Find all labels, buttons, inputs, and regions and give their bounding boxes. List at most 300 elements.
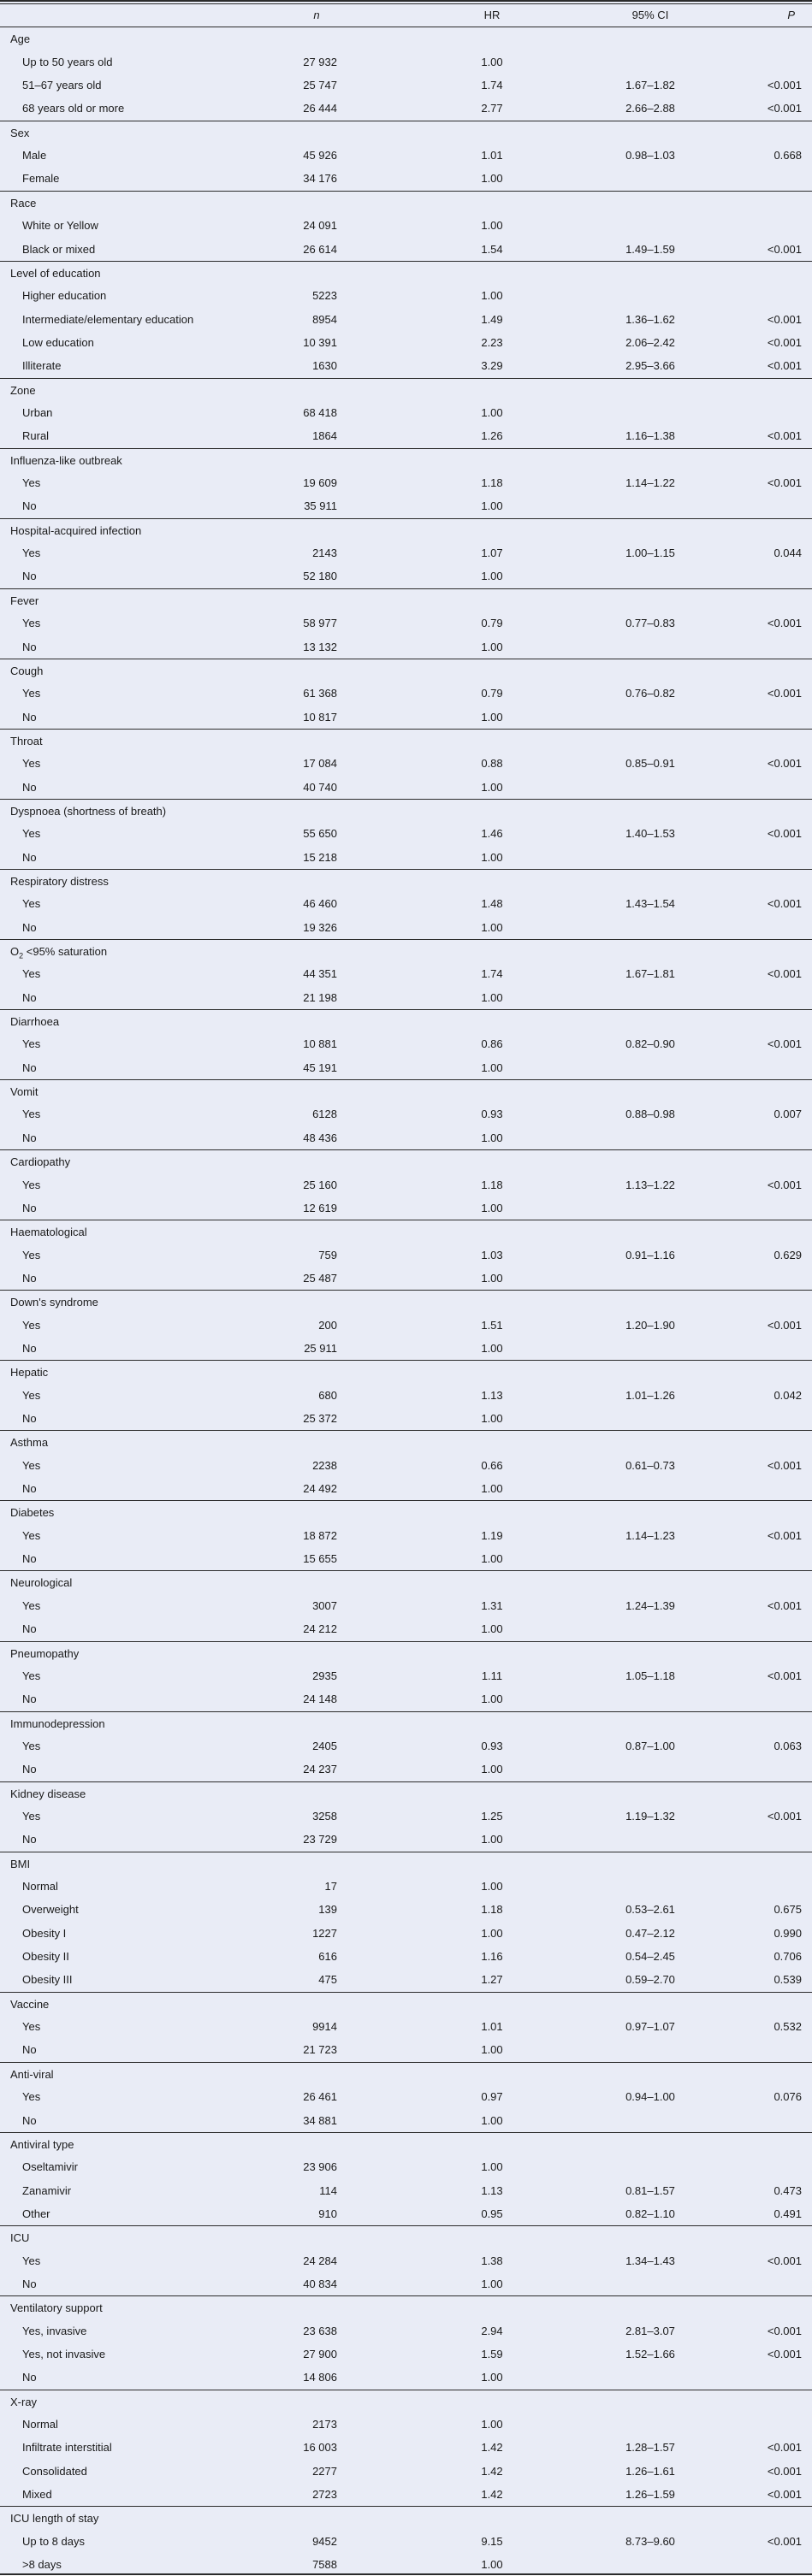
section-label: Fever: [10, 594, 39, 607]
row-label: Low education: [22, 335, 94, 349]
n-cell: 17 084: [303, 757, 337, 771]
section-label: Respiratory distress: [10, 875, 109, 888]
hr-cell: 1.00: [481, 499, 503, 513]
hr-cell: 1.00: [481, 780, 503, 794]
ci-cell: 0.82–1.10: [625, 2207, 675, 2220]
n-cell: 19 326: [303, 920, 337, 934]
hr-cell: 1.00: [481, 640, 503, 653]
ci-cell: 1.26–1.59: [625, 2488, 675, 2502]
hr-cell: 1.16: [481, 1950, 503, 1963]
section-label: Pneumopathy: [10, 1646, 80, 1660]
table-row: [0, 97, 812, 120]
row-label: Oseltamivir: [22, 2160, 79, 2174]
p-cell: <0.001: [767, 1598, 802, 1612]
ci-cell: 0.77–0.83: [625, 617, 675, 630]
row-label: Yes: [22, 827, 41, 841]
row-label: 68 years old or more: [22, 102, 125, 115]
n-cell: 48 436: [303, 1131, 337, 1144]
table-row: [0, 471, 812, 494]
table-row: [0, 2530, 812, 2553]
ci-cell: 2.95–3.66: [625, 359, 675, 373]
table-row: [0, 612, 812, 635]
header-ci: 95% CI: [631, 9, 669, 21]
hr-cell: 1.19: [481, 1528, 503, 1542]
table-row: [0, 916, 812, 939]
hr-cell: 1.31: [481, 1598, 503, 1612]
hr-cell: 0.79: [481, 687, 503, 700]
section-row: [0, 27, 812, 50]
n-cell: 24 091: [303, 219, 337, 233]
row-label: No: [22, 1833, 37, 1846]
section-row: [0, 1781, 812, 1805]
ci-cell: 0.94–1.00: [625, 2090, 675, 2104]
p-cell: <0.001: [767, 757, 802, 771]
hr-cell: 1.00: [481, 1880, 503, 1893]
row-label: Yes, invasive: [22, 2324, 87, 2337]
row-label: No: [22, 990, 37, 1004]
n-cell: 40 740: [303, 780, 337, 794]
hr-cell: 0.95: [481, 2207, 503, 2220]
hr-cell: 0.79: [481, 617, 503, 630]
table-row: [0, 1056, 812, 1079]
section-label: BMI: [10, 1857, 31, 1870]
table-row: [0, 1524, 812, 1547]
table-row: [0, 541, 812, 564]
section-label: Haematological: [10, 1226, 87, 1239]
section-label: Asthma: [10, 1436, 49, 1450]
p-cell: <0.001: [767, 242, 802, 256]
p-cell: 0.076: [773, 2090, 802, 2104]
row-label: Yes: [22, 967, 41, 981]
section-row: [0, 2225, 812, 2249]
hr-cell: 1.00: [481, 289, 503, 303]
hr-cell: 1.18: [481, 476, 503, 489]
table-row: [0, 74, 812, 97]
section-row: [0, 261, 812, 285]
table-row: [0, 2038, 812, 2061]
table-row: [0, 494, 812, 517]
row-label: Yes: [22, 1598, 41, 1612]
hr-cell: 1.25: [481, 1809, 503, 1823]
row-label: Obesity III: [22, 1973, 73, 1987]
section-label: Ventilatory support: [10, 2301, 103, 2315]
ci-cell: 0.53–2.61: [625, 1903, 675, 1917]
table-row: [0, 1384, 812, 1407]
hr-cell: 1.00: [481, 570, 503, 583]
p-cell: <0.001: [767, 2488, 802, 2502]
n-cell: 55 650: [303, 827, 337, 841]
hr-cell: 1.74: [481, 967, 503, 981]
section-row: [0, 1992, 812, 2016]
ci-cell: 1.05–1.18: [625, 1669, 675, 1682]
n-cell: 8954: [312, 312, 337, 326]
section-row: [0, 1711, 812, 1735]
ci-cell: 0.88–0.98: [625, 1108, 675, 1121]
hr-cell: 1.42: [481, 2441, 503, 2455]
p-cell: <0.001: [767, 2534, 802, 2548]
table-row: [0, 401, 812, 424]
p-cell: <0.001: [767, 429, 802, 443]
hr-cell: 1.00: [481, 55, 503, 68]
hr-cell: 1.00: [481, 1271, 503, 1285]
section-label: Diarrhoea: [10, 1015, 60, 1029]
p-cell: 0.491: [773, 2207, 802, 2220]
table-row: [0, 1547, 812, 1570]
section-label: Age: [10, 32, 31, 46]
hr-cell: 1.13: [481, 1388, 503, 1402]
p-cell: <0.001: [767, 1809, 802, 1823]
header-hr: HR: [483, 9, 501, 21]
n-cell: 1864: [312, 429, 337, 443]
row-label: Up to 50 years old: [22, 55, 113, 68]
row-label: No: [22, 570, 37, 583]
n-cell: 24 212: [303, 1622, 337, 1636]
p-cell: <0.001: [767, 1037, 802, 1051]
hr-cell: 1.51: [481, 1318, 503, 1332]
row-label: No: [22, 1693, 37, 1706]
row-label: Yes: [22, 1458, 41, 1472]
n-cell: 25 160: [303, 1178, 337, 1191]
ci-cell: 0.47–2.12: [625, 1926, 675, 1940]
row-label: No: [22, 1552, 37, 1566]
table-row: [0, 776, 812, 799]
ci-cell: 1.36–1.62: [625, 312, 675, 326]
n-cell: 26 461: [303, 2090, 337, 2104]
hr-cell: 0.86: [481, 1037, 503, 1051]
row-label: Obesity I: [22, 1926, 67, 1940]
p-cell: 0.044: [773, 547, 802, 560]
table-row: [0, 2413, 812, 2436]
section-row: [0, 939, 812, 963]
ci-cell: 1.19–1.32: [625, 1809, 675, 1823]
p-cell: <0.001: [767, 967, 802, 981]
p-cell: <0.001: [767, 359, 802, 373]
ci-cell: 1.52–1.66: [625, 2348, 675, 2360]
table-row: [0, 238, 812, 261]
n-cell: 10 817: [303, 710, 337, 724]
section-row: [0, 2390, 812, 2414]
table-row: [0, 2179, 812, 2202]
ci-cell: 2.06–2.42: [625, 335, 675, 349]
p-cell: 0.668: [773, 149, 802, 162]
section-label: X-ray: [10, 2395, 38, 2408]
n-cell: 14 806: [303, 2371, 337, 2384]
n-cell: 1227: [312, 1926, 337, 1940]
section-label: Cough: [10, 664, 44, 677]
hr-cell: 0.66: [481, 1458, 503, 1472]
table-row: [0, 424, 812, 447]
table-row: [0, 1828, 812, 1851]
hr-cell: 1.13: [481, 2183, 503, 2197]
p-cell: 0.532: [773, 2020, 802, 2034]
n-cell: 21 198: [303, 990, 337, 1004]
section-row: [0, 2062, 812, 2086]
n-cell: 15 218: [303, 850, 337, 864]
section-label: Hospital-acquired infection: [10, 523, 142, 537]
section-row: [0, 1641, 812, 1665]
n-cell: 18 872: [303, 1528, 337, 1542]
table-row: [0, 1945, 812, 1968]
n-cell: 34 176: [303, 172, 337, 186]
n-cell: 25 747: [303, 79, 337, 92]
hr-cell: 1.27: [481, 1973, 503, 1987]
ci-cell: 0.61–0.73: [625, 1458, 675, 1472]
hr-cell: 1.01: [481, 149, 503, 162]
n-cell: 139: [318, 1903, 337, 1917]
ci-cell: 0.82–0.90: [625, 1037, 675, 1051]
row-label: No: [22, 780, 37, 794]
row-label: No: [22, 2277, 37, 2290]
hr-cell: 1.00: [481, 1412, 503, 1425]
section-label: ICU: [10, 2231, 30, 2245]
section-row: [0, 1360, 812, 1384]
hr-cell: 1.18: [481, 1903, 503, 1917]
row-label: Black or mixed: [22, 242, 96, 256]
section-label: Anti-viral: [10, 2067, 54, 2081]
row-label: Yes: [22, 1037, 41, 1051]
row-label: Consolidated: [22, 2464, 87, 2478]
table-row: [0, 1968, 812, 1991]
hr-cell: 1.00: [481, 2113, 503, 2127]
section-row: [0, 191, 812, 215]
section-label: Antiviral type: [10, 2137, 74, 2151]
row-label: Zanamivir: [22, 2183, 72, 2197]
row-label: Illiterate: [22, 359, 62, 373]
table-row: [0, 2155, 812, 2178]
n-cell: 616: [318, 1950, 337, 1963]
table-row: [0, 2483, 812, 2506]
row-label: Up to 8 days: [22, 2534, 85, 2548]
hr-cell: 1.01: [481, 2020, 503, 2034]
n-cell: 6128: [312, 1108, 337, 1121]
n-cell: 12 619: [303, 1201, 337, 1214]
n-cell: 24 284: [303, 2254, 337, 2267]
n-cell: 23 638: [303, 2324, 337, 2337]
row-label: No: [22, 1412, 37, 1425]
hr-cell: 1.03: [481, 1248, 503, 1261]
n-cell: 45 191: [303, 1061, 337, 1074]
hr-cell: 1.00: [481, 1552, 503, 1566]
hr-cell: 2.23: [481, 335, 503, 349]
ci-cell: 1.40–1.53: [625, 827, 675, 841]
n-cell: 25 372: [303, 1412, 337, 1425]
row-label: No: [22, 1763, 37, 1776]
section-row: [0, 1079, 812, 1103]
hr-cell: 1.00: [481, 2277, 503, 2290]
table-row: [0, 1617, 812, 1640]
section-label: Vomit: [10, 1085, 39, 1099]
n-cell: 27 900: [303, 2348, 337, 2360]
table-row: [0, 1314, 812, 1337]
n-cell: 24 492: [303, 1482, 337, 1495]
hr-cell: 3.29: [481, 359, 503, 373]
ci-cell: 1.67–1.82: [625, 79, 675, 92]
n-cell: 2935: [312, 1669, 337, 1682]
n-cell: 25 911: [304, 1341, 337, 1355]
p-cell: 0.007: [773, 1108, 802, 1121]
hr-cell: 1.54: [481, 242, 503, 256]
n-cell: 34 881: [303, 2113, 337, 2127]
row-label: Mixed: [22, 2488, 52, 2502]
p-cell: <0.001: [767, 476, 802, 489]
n-cell: 910: [318, 2207, 337, 2220]
n-cell: 2173: [312, 2418, 337, 2431]
table-row: [0, 986, 812, 1009]
row-label: Yes: [22, 1248, 41, 1261]
n-cell: 26 614: [303, 242, 337, 256]
row-label: Male: [22, 149, 47, 162]
section-row: [0, 518, 812, 542]
row-label: No: [22, 2043, 37, 2057]
table-row: [0, 706, 812, 729]
section-label: Cardiopathy: [10, 1155, 71, 1169]
row-label: Yes: [22, 1739, 41, 1752]
row-label: Yes: [22, 687, 41, 700]
row-label: No: [22, 710, 37, 724]
hr-cell: 1.59: [481, 2348, 503, 2360]
row-label: Yes: [22, 1809, 41, 1823]
hr-cell: 1.00: [481, 710, 503, 724]
ci-cell: 0.59–2.70: [625, 1973, 675, 1987]
ci-cell: 1.13–1.22: [625, 1178, 675, 1191]
row-label: Yes, not invasive: [22, 2348, 106, 2360]
section-label: Sex: [10, 126, 30, 139]
n-cell: 9452: [312, 2534, 337, 2548]
ci-cell: 1.14–1.23: [625, 1528, 675, 1542]
table-row: [0, 564, 812, 588]
table-row: [0, 2015, 812, 2038]
table-row: [0, 214, 812, 237]
p-cell: 0.063: [773, 1739, 802, 1752]
section-row: [0, 588, 812, 612]
p-cell: <0.001: [767, 79, 802, 92]
row-label: No: [22, 2371, 37, 2384]
hr-cell: 1.00: [481, 1693, 503, 1706]
hr-cell: 1.00: [481, 1622, 503, 1636]
table-row: [0, 2436, 812, 2459]
row-label: Yes: [22, 1318, 41, 1332]
n-cell: 61 368: [303, 687, 337, 700]
ci-cell: 0.76–0.82: [625, 687, 675, 700]
ci-cell: 1.67–1.81: [625, 967, 675, 981]
table-row: [0, 892, 812, 915]
section-row: [0, 1570, 812, 1594]
hr-cell: 1.18: [481, 1178, 503, 1191]
table-row: [0, 1664, 812, 1687]
p-cell: <0.001: [767, 2324, 802, 2337]
p-cell: <0.001: [767, 2441, 802, 2455]
p-cell: <0.001: [767, 897, 802, 911]
section-row: [0, 1290, 812, 1314]
section-row: [0, 1220, 812, 1244]
p-cell: <0.001: [767, 102, 802, 115]
header-p: P: [787, 9, 795, 21]
table-row: [0, 2202, 812, 2225]
section-row: [0, 2506, 812, 2530]
ci-cell: 0.98–1.03: [625, 149, 675, 162]
table-row: [0, 308, 812, 331]
table-row: [0, 1032, 812, 1055]
section-row: [0, 729, 812, 753]
n-cell: 3007: [312, 1598, 337, 1612]
hr-cell: 1.00: [481, 990, 503, 1004]
n-cell: 68 418: [303, 406, 337, 419]
row-label: >8 days: [22, 2558, 62, 2572]
row-label: No: [22, 1341, 37, 1355]
n-cell: 9914: [312, 2020, 337, 2034]
row-label: Yes: [22, 1388, 41, 1402]
table-row: [0, 752, 812, 775]
table-row: [0, 1126, 812, 1149]
row-label: Overweight: [22, 1903, 79, 1917]
section-label: Hepatic: [10, 1366, 49, 1380]
section-label: Kidney disease: [10, 1787, 86, 1800]
hr-cell: 1.49: [481, 312, 503, 326]
row-label: Yes: [22, 1178, 41, 1191]
row-label: Yes: [22, 897, 41, 911]
p-cell: <0.001: [767, 617, 802, 630]
table-row: [0, 1102, 812, 1126]
row-label: Yes: [22, 617, 41, 630]
row-label: Higher education: [22, 289, 107, 303]
section-row: [0, 2132, 812, 2156]
table-row: [0, 822, 812, 845]
hr-cell: 1.42: [481, 2488, 503, 2502]
row-label: Intermediate/elementary education: [22, 312, 194, 326]
hr-cell: 1.26: [481, 429, 503, 443]
table-row: [0, 1805, 812, 1828]
row-label: No: [22, 1201, 37, 1214]
row-label: Rural: [22, 429, 50, 443]
table-row: [0, 2366, 812, 2389]
n-cell: 40 834: [303, 2277, 337, 2290]
table-row: [0, 1875, 812, 1898]
hr-cell: 1.48: [481, 897, 503, 911]
section-label: Race: [10, 196, 37, 210]
hr-cell: 1.00: [481, 172, 503, 186]
table-row: [0, 1734, 812, 1758]
n-cell: 680: [318, 1388, 337, 1402]
n-cell: 5223: [312, 289, 337, 303]
hr-cell: 1.00: [481, 850, 503, 864]
hr-cell: 1.00: [481, 219, 503, 233]
section-row: [0, 1852, 812, 1876]
ci-cell: 1.49–1.59: [625, 242, 675, 256]
p-cell: 0.629: [773, 1248, 802, 1261]
p-cell: <0.001: [767, 1458, 802, 1472]
section-label: Level of education: [10, 266, 101, 280]
section-row: [0, 1149, 812, 1173]
hr-cell: 1.00: [481, 1131, 503, 1144]
hr-cell: 1.00: [481, 1061, 503, 1074]
p-cell: 0.539: [773, 1973, 802, 1987]
hr-cell: 1.00: [481, 2160, 503, 2174]
p-cell: <0.001: [767, 1318, 802, 1332]
p-cell: 0.473: [773, 2183, 802, 2197]
table-row: [0, 1758, 812, 1781]
section-label: Throat: [10, 734, 43, 747]
n-cell: 23 906: [303, 2160, 337, 2174]
section-label: Zone: [10, 383, 36, 397]
ci-cell: 1.00–1.15: [625, 547, 675, 560]
hr-cell: 1.00: [481, 1926, 503, 1940]
n-cell: 52 180: [303, 570, 337, 583]
ci-cell: 1.34–1.43: [625, 2254, 675, 2267]
table-row: [0, 682, 812, 705]
row-label: Yes: [22, 2254, 41, 2267]
row-label: Yes: [22, 476, 41, 489]
table-row: [0, 1244, 812, 1267]
